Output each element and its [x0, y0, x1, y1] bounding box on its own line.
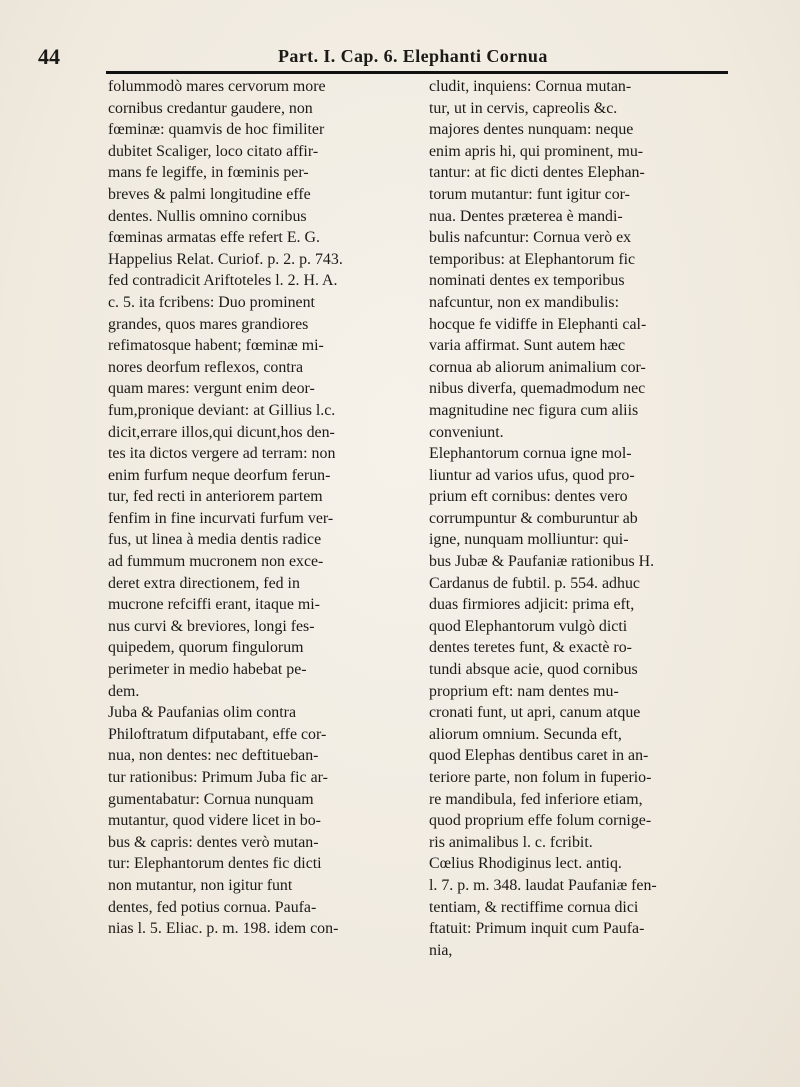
text-line: non mutantur, non igitur funt — [108, 876, 293, 894]
text-line: re mandibula, fed inferiore etiam, — [429, 790, 643, 808]
text-line: Elephantorum cornua igne mol- — [429, 445, 632, 463]
text-line: liuntur ad varios ufus, quod pro- — [429, 466, 635, 484]
text-line: temporibus: at Elephantorum fic — [429, 250, 636, 268]
text-line: nores deorfum reflexos, contra — [108, 358, 304, 376]
running-head: Part. I. Cap. 6. Elephanti Cornua — [278, 46, 548, 66]
left-column — [108, 76, 408, 940]
text-line: majores dentes nunquam: neque — [429, 121, 634, 139]
text-line: perimeter in medio habebat pe- — [108, 661, 307, 679]
text-line: cornua ab aliorum animalium cor- — [429, 358, 646, 376]
text-line: ad fummum mucronem non exce- — [108, 553, 324, 571]
text-line: mans fe legiffe, in fœminis per- — [108, 164, 309, 182]
text-line: Cœlius Rhodiginus lect. antiq. — [429, 855, 622, 873]
right-column — [429, 76, 734, 961]
text-line: dentes teretes funt, & exactè ro- — [429, 639, 632, 657]
text-line: fenfim in fine incurvati furfum ver- — [108, 509, 334, 527]
header-rule — [106, 71, 728, 74]
text-line: tur: Elephantorum dentes fic dicti — [108, 855, 322, 873]
text-line: enim apris hi, qui prominent, mu- — [429, 142, 644, 160]
text-line: quipedem, quorum fingulorum — [108, 639, 304, 657]
text-line: dem. — [108, 682, 140, 700]
text-line: cronati funt, ut apri, canum atque — [429, 704, 641, 722]
text-line: fed contradicit Ariftoteles l. 2. H. A. — [108, 272, 338, 290]
text-line: nua. Dentes præterea è mandi- — [429, 207, 623, 225]
text-line: ftatuit: Primum inquit cum Paufa- — [429, 920, 645, 938]
text-line: aliorum omnium. Secunda eft, — [429, 725, 622, 743]
text-line: breves & palmi longitudine effe — [108, 185, 311, 203]
text-line: refimatosque habent; fœminæ mi- — [108, 337, 324, 355]
text-line: nus curvi & breviores, longi fes- — [108, 617, 315, 635]
text-line: gumentabatur: Cornua nunquam — [108, 790, 314, 808]
text-line: teriore parte, non folum in fuperio- — [429, 769, 652, 786]
text-line: nua, non dentes: nec deftitueban- — [108, 747, 319, 765]
text-line: nibus diverfa, quemadmodum nec — [429, 380, 646, 398]
text-line: mutantur, quod videre licet in bo- — [108, 812, 321, 830]
text-line: dubitet Scaliger, loco citato affir- — [108, 142, 319, 160]
text-line: deret extra directionem, fed in — [108, 574, 300, 592]
text-line: varia affirmat. Sunt autem hæc — [429, 337, 626, 355]
text-line: ris animalibus l. c. fcribit. — [429, 833, 593, 851]
text-line: tundi absque acie, quod cornibus — [429, 661, 638, 679]
text-line: dentes. Nullis omnino cornibus — [108, 207, 307, 225]
text-line: igne, nunquam molliuntur: qui- — [429, 531, 629, 549]
text-line: nia, — [429, 941, 453, 959]
text-line: cludit, inquiens: Cornua mutan- — [429, 78, 632, 95]
text-line: folummodò mares cervorum more — [108, 78, 326, 95]
text-line: duas firmiores adjicit: prima eft, — [429, 596, 635, 614]
text-line: Juba & Paufanias olim contra — [108, 704, 296, 722]
text-line: conveniunt. — [429, 423, 504, 441]
text-line: prium eft cornibus: dentes vero — [429, 488, 628, 506]
text-line: bulis nafcuntur: Cornua verò ex — [429, 229, 632, 247]
text-line: bus & capris: dentes verò mutan- — [108, 833, 319, 851]
text-line: torum mutantur: funt igitur cor- — [429, 185, 630, 203]
text-line: tur, ut in cervis, capreolis &c. — [429, 99, 618, 117]
text-line: cornibus credantur gaudere, non — [108, 99, 313, 117]
text-line: dicit,errare illos,qui dicunt,hos den- — [108, 423, 335, 441]
text-line: hocque fe vidiffe in Elephanti cal- — [429, 315, 647, 333]
text-line: quod Elephantorum vulgò dicti — [429, 617, 628, 635]
text-line: tantur: at fic dicti dentes Elephan- — [429, 164, 645, 182]
text-line: tes ita dictos vergere ad terram: non — [108, 445, 336, 463]
text-line: enim furfum neque deorfum ferun- — [108, 466, 331, 484]
text-line: corrumpuntur & comburuntur ab — [429, 509, 638, 527]
text-line: quod proprium effe folum cornige- — [429, 812, 652, 830]
text-line: tur rationibus: Primum Juba fic ar- — [108, 769, 328, 786]
text-line: quod Elephas dentibus caret in an- — [429, 747, 649, 765]
text-line: l. 7. p. m. 348. laudat Paufaniæ fen- — [429, 876, 657, 894]
text-line: nafcuntur, non ex mandibulis: — [429, 293, 620, 311]
text-line: nias l. 5. Eliac. p. m. 198. idem con- — [108, 920, 339, 938]
text-line: quam mares: vergunt enim deor- — [108, 380, 315, 398]
page-header — [38, 38, 728, 72]
text-line: mucrone refciffi erant, itaque mi- — [108, 596, 320, 614]
text-line: nominati dentes ex temporibus — [429, 272, 625, 290]
text-line: tentiam, & rectiffime cornua dici — [429, 898, 639, 916]
text-line: fus, ut linea à media dentis radice — [108, 531, 322, 549]
text-line: Cardanus de fubtil. p. 554. adhuc — [429, 574, 640, 592]
text-line: dentes, fed potius cornua. Paufa- — [108, 898, 317, 916]
text-line: grandes, quos mares grandiores — [108, 315, 309, 333]
text-line: Philoftratum difputabant, effe cor- — [108, 725, 327, 743]
text-line: c. 5. ita fcribens: Duo prominent — [108, 293, 315, 311]
text-line: magnitudine nec figura cum aliis — [429, 401, 639, 419]
text-line: tur, fed recti in anteriorem partem — [108, 488, 323, 506]
text-line: proprium eft: nam dentes mu- — [429, 682, 619, 700]
page-number: 44 — [38, 44, 60, 69]
text-line: fœminæ: quamvis de hoc fimiliter — [108, 121, 325, 139]
text-line: bus Jubæ & Paufaniæ rationibus H. — [429, 553, 655, 571]
text-line: fœminas armatas effe refert E. G. — [108, 229, 320, 247]
text-line: fum,pronique deviant: at Gillius l.c. — [108, 401, 336, 419]
text-line: Happelius Relat. Curiof. p. 2. p. 743. — [108, 250, 343, 268]
